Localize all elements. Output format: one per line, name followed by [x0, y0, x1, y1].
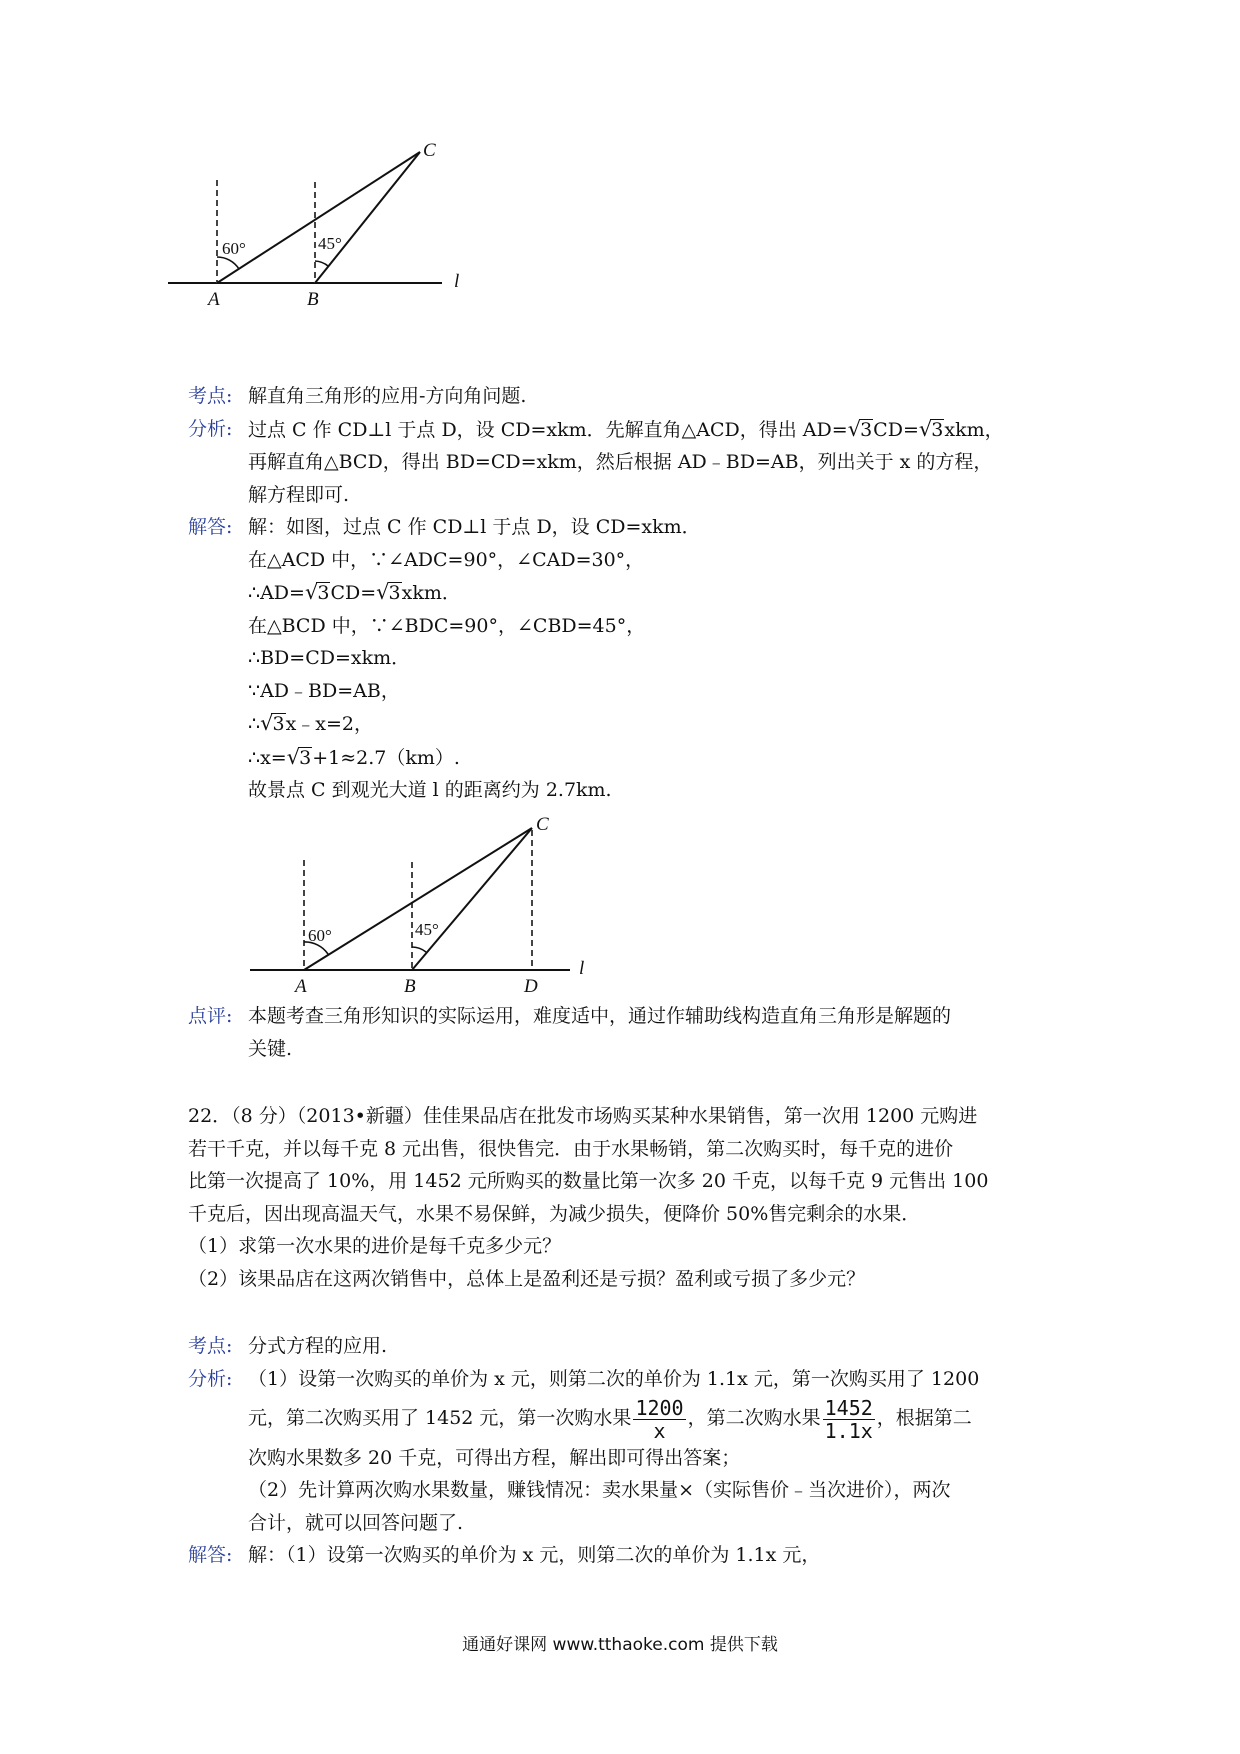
label-b: B: [307, 289, 319, 310]
figure-1-diagram: [160, 140, 540, 340]
label-l: l: [454, 271, 460, 292]
kaodian-1: 考点: 解直角三角形的应用-方向角问题.: [188, 380, 1068, 413]
kaodian-label: 考点:: [188, 385, 233, 407]
label-c: C: [423, 140, 436, 161]
kaodian-label: 考点:: [188, 1335, 233, 1357]
jieda-label: 解答:: [188, 516, 233, 538]
label-45: 45°: [318, 234, 342, 253]
label-d: D: [524, 976, 538, 997]
label-c: C: [536, 814, 549, 835]
label-45: 45°: [415, 920, 439, 939]
jieda-label: 解答:: [188, 1544, 233, 1566]
kaodian-2: 考点: 分式方程的应用.: [188, 1330, 1068, 1363]
label-60: 60°: [308, 926, 332, 945]
dianping-1: 点评: 本题考查三角形知识的实际运用，难度适中，通过作辅助线构造直角三角形是解题的 关键.: [188, 1000, 1068, 1065]
angle-arc-b: [412, 947, 426, 952]
segment-bc: [412, 828, 532, 970]
segment-ac: [304, 828, 532, 970]
angle-arc-b: [315, 261, 328, 266]
fenxi-label: 分析:: [188, 417, 233, 440]
fraction-1200-x: $\frac{1200}{x}$: [635, 1395, 684, 1443]
fenxi-label: 分析:: [188, 1367, 233, 1390]
fenxi-2: 分析: （1）设第一次购买的单价为 x 元，则第二次的单价为 1.1x 元，第一次购买用了 1200 元，第二次购买用了 1452 元，第一次购水果 $\frac{1200}{x}$ ，第二次购水果 $\frac{1452}{1.1x}$ ，根据第二 次购水果数多 20 千克，可得出方程，解出即可得出答案； （2）先计算两次购水果数量，赚钱情况：卖水果量×（实际售价﹣当次进价），两次 合计，就可以回答问题了.: [188, 1363, 1068, 1540]
figure-2-diagram: [240, 800, 600, 1000]
segment-bc: [315, 152, 420, 283]
fenxi-1: 分析: 过点 C 作 CD⊥l 于点 D，设 CD=xkm．先解直角△ACD，得出 AD=√3CD=√3xkm， 再解直角△BCD，得出 BD=CD=xkm，然后根据 AD﹣BD=AB，列出关于 x 的方程， 解方程即可.: [188, 413, 1068, 512]
fraction-1452-1.1x: $\frac{1452}{1.1x}$: [824, 1395, 873, 1443]
label-l: l: [579, 958, 585, 979]
page-footer: 通通好课网 www.tthaoke.com 提供下载: [462, 1635, 778, 1655]
jieda-2: 解答: 解：（1）设第一次购买的单价为 x 元，则第二次的单价为 1.1x 元，: [188, 1539, 1068, 1572]
dianping-label: 点评:: [188, 1005, 233, 1027]
label-60: 60°: [222, 239, 246, 258]
label-a: A: [208, 289, 220, 310]
label-b: B: [404, 976, 416, 997]
segment-ac: [217, 152, 420, 283]
jieda-1: 解答: 解：如图，过点 C 作 CD⊥l 于点 D，设 CD=xkm． 在△ACD 中，∵∠ADC=90°，∠CAD=30°， ∴AD=√3CD=√3xkm． 在△BCD 中，∵∠BDC=90°，∠CBD=45°， ∴BD=CD=xkm． ∵AD﹣BD=AB， ∴√3x﹣x=2， ∴x=√3+1≈2.7（km）. 故景点 C 到观光大道 l 的距离约为 2.7km.: [188, 511, 1068, 807]
problem-22: 22．（8 分）（2013•新疆）佳佳果品店在批发市场购买某种水果销售，第一次用 1200 元购进 若干千克，并以每千克 8 元出售，很快售完．由于水果畅销，第二次购买时，每千克的进价 比第一次提高了 10%，用 1452 元所购买的数量比第一次多 20 千克，以每千克 9 元售出 100 千克后，因出现高温天气，水果不易保鲜，为减少损失，便降价 50%售完剩余的水果． （1）求第一次水果的进价是每千克多少元？ （2）该果品店在这两次销售中，总体上是盈利还是亏损？盈利或亏损了多少元？: [188, 1105, 989, 1290]
label-a: A: [295, 976, 307, 997]
angle-arc-a: [217, 257, 239, 269]
